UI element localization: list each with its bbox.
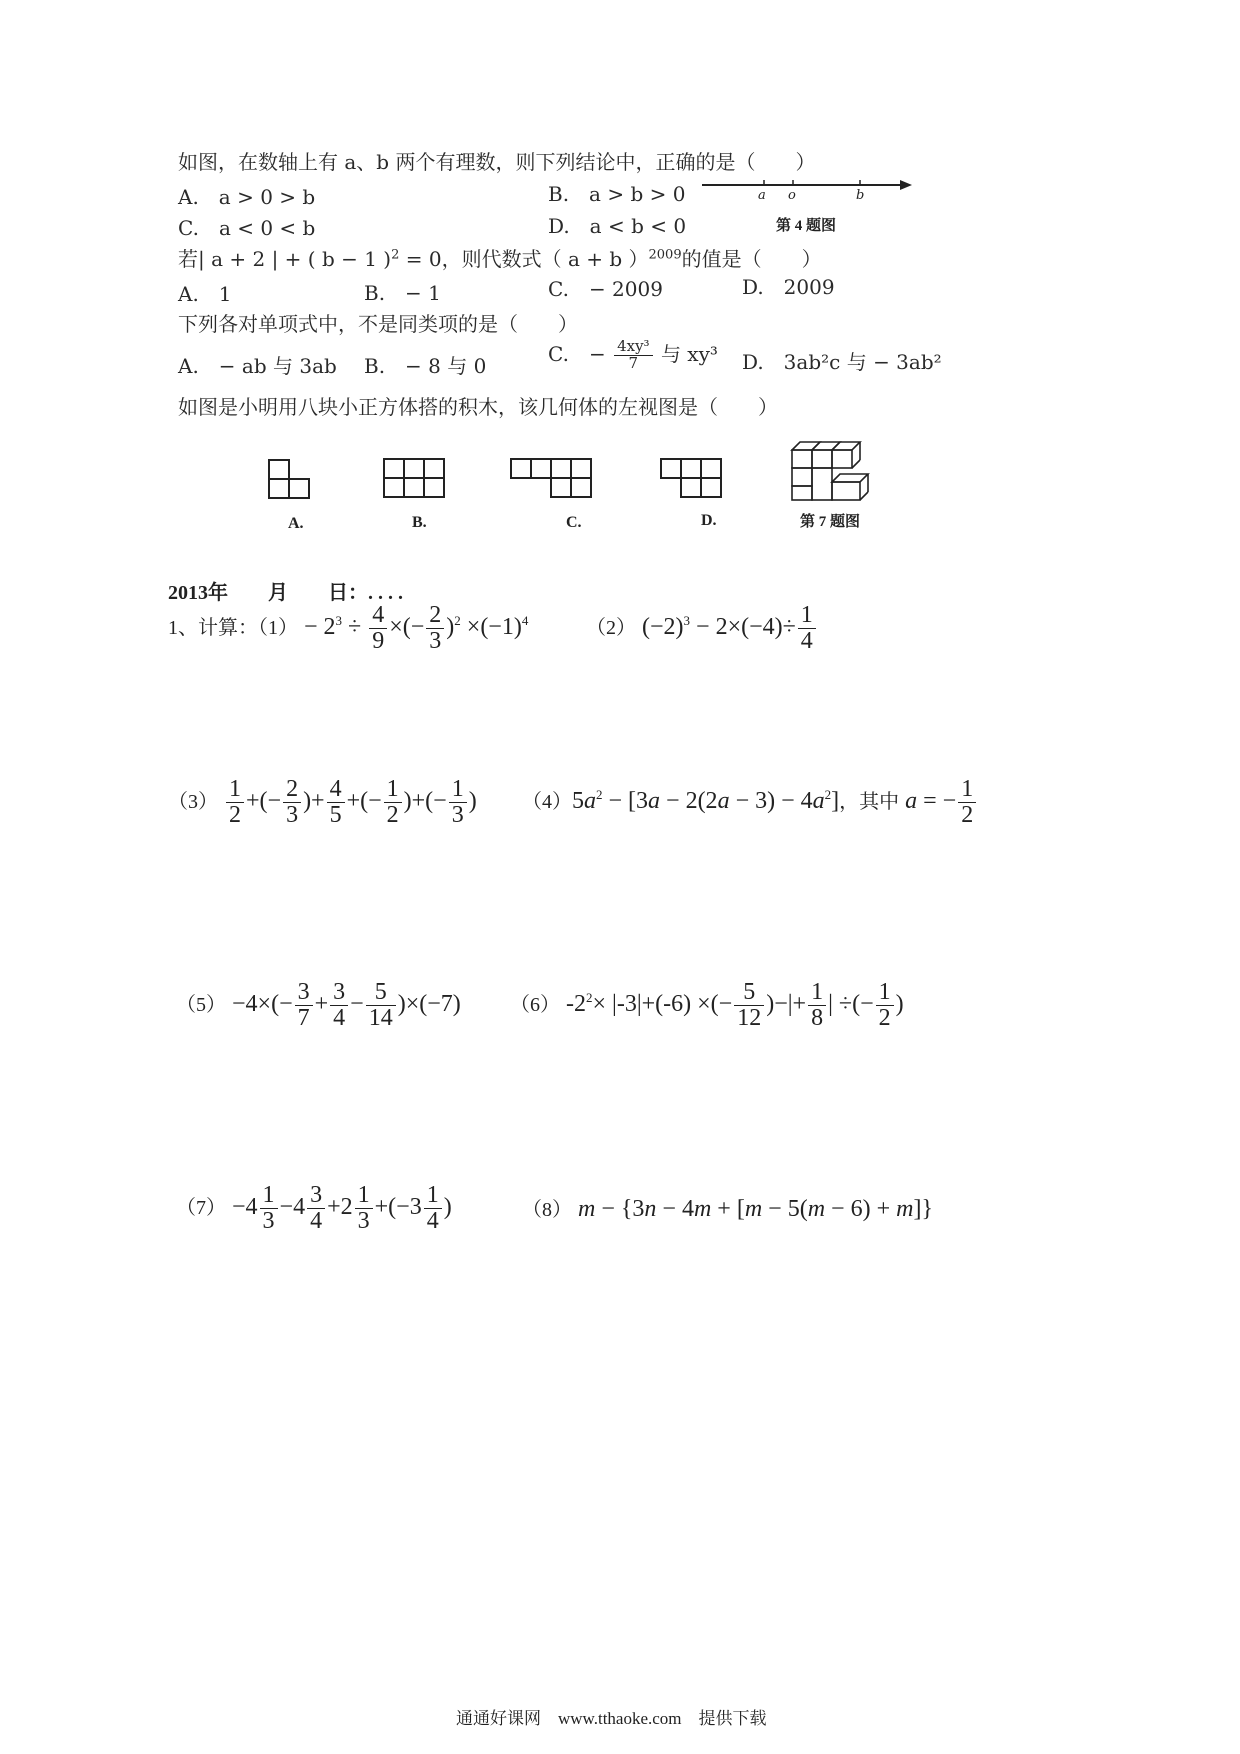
problem-5: （5） −4×(− $\frac{3}{7}$ + $\frac{3}{4}$ − $\frac{5}{14}$ )×(−7)	[176, 979, 461, 1032]
q6-option-a: A. − ab 与 3ab	[178, 354, 337, 378]
problem-3-label: （3）	[168, 791, 218, 814]
q7-label-b: B.	[412, 514, 427, 531]
problem-6: （6） $-2^2\times |-3|+(-6)$ ×(− $\frac{5}{12}$ )−|+ $\frac{1}{8}$ | ÷(− $\frac{1}{2}$ )	[510, 979, 904, 1032]
q7-label-c: C.	[566, 514, 582, 531]
q7-cube-figure	[788, 440, 878, 504]
problem-8-label: （8）	[522, 1199, 572, 1221]
q7-option-d-figure	[660, 458, 724, 500]
q7-option-c-figure	[510, 458, 594, 500]
problem-4-label: （4）	[522, 791, 572, 814]
q4-option-c: C. a < 0 < b	[178, 216, 316, 240]
q6-option-c: C. − $\frac{\text{4xy³}}{7}$ 与 xy³	[548, 337, 718, 372]
q7-option-a-figure	[268, 459, 312, 499]
problem-2-label: （2）	[586, 617, 636, 640]
q5-stem: 若| a + 2 | + ( b − 1 )$^2$ = 0，则代数式（ a + b ）$^{2009}$的值是（ ）	[178, 247, 822, 271]
page-footer: 通通好课网 www.tthaoke.com 提供下载	[456, 1709, 767, 1728]
problem-7-label: （7）	[176, 1197, 226, 1220]
axis-label-o: o	[788, 188, 796, 203]
q7-figure-caption: 第 7 题图	[800, 514, 861, 530]
q4-option-a: A. a > 0 > b	[178, 185, 316, 209]
problem-7: （7） −4 $\frac{1}{3}$ −4 $\frac{3}{4}$ +2 $\frac{1}{3}$ +(−3 $\frac{1}{4}$ )	[176, 1182, 452, 1235]
q5-option-a: A. 1	[178, 282, 232, 306]
axis-label-a: a	[758, 188, 766, 203]
number-line-figure	[700, 175, 920, 205]
q7-label-d: D.	[701, 512, 717, 529]
q5-option-b: B. − 1	[364, 281, 441, 305]
q6-option-b: B. − 8 与 0	[364, 354, 487, 378]
problem-3: （3） $\frac{1}{2}$ +(− $\frac{2}{3}$ )+ $\frac{4}{5}$ +(− $\frac{1}{2}$ )+(− $\frac{1}{3}$ )	[168, 776, 477, 829]
problem-1: 1、计算：$(1) - 2^3$ ÷ $\frac{4}{9}$ ×(− $\frac{2}{3}$ )$^2 \times(-1)^4$	[168, 602, 529, 655]
problem-8: （8） m − {3n − 4m + [m − 5(m − 6) + m]}	[522, 1196, 933, 1222]
axis-label-b: b	[856, 188, 865, 203]
q6-stem: 下列各对单项式中，不是同类项的是（ ）	[178, 312, 578, 336]
problem-5-label: （5）	[176, 994, 226, 1017]
problem-6-label: （6）	[510, 994, 560, 1017]
q6-option-d: D. 3ab²c 与 − 3ab²	[742, 350, 942, 374]
q5-option-d: D. 2009	[742, 275, 835, 299]
problem-1-label: 1、计算：（1）	[168, 617, 298, 640]
q4-stem: 如图，在数轴上有 a、b 两个有理数，则下列结论中，正确的是（ ）	[178, 150, 816, 174]
problem-4: $(4)5a^2 - [3a - 2(2a - 3) - 4a^2]$，其中 a = − $\frac{1}{2}$	[522, 777, 978, 828]
date-line: 2013年 月 日：. . . .	[168, 582, 403, 604]
q4-option-b: B. a > b > 0	[548, 182, 686, 206]
q5-option-c: C. − 2009	[548, 277, 663, 301]
q4-option-d: D. a < b < 0	[548, 214, 687, 238]
problem-2: （2） $(-2)^3 - 2\times(-4)\div$ $\frac{1}{4}$	[586, 603, 818, 654]
q7-option-b-figure	[383, 458, 447, 500]
q7-stem: 如图是小明用八块小正方体搭的积木，该几何体的左视图是（ ）	[178, 395, 778, 419]
q4-figure-caption: 第 4 题图	[776, 218, 837, 234]
q7-label-a: A.	[288, 515, 304, 532]
